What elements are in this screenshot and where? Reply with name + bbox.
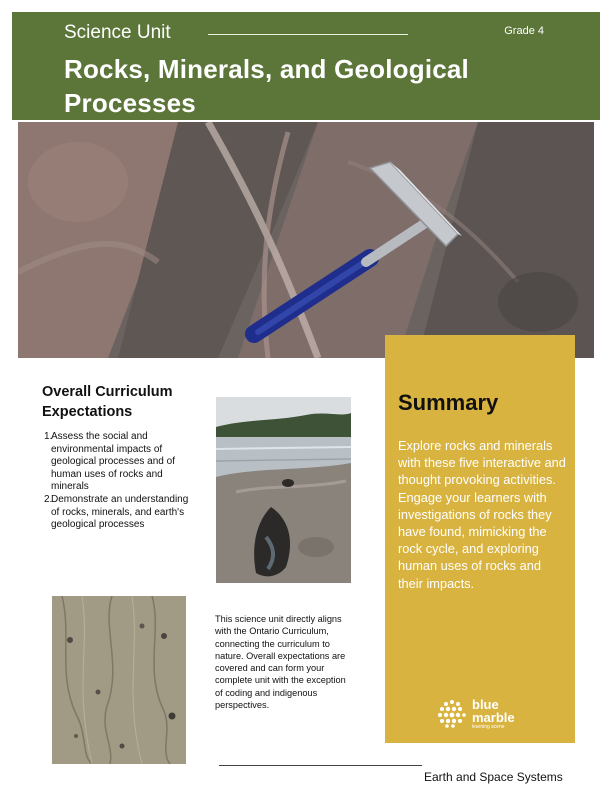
blue-marble-logo bbox=[436, 698, 536, 732]
list-item-text: Assess the social and environmental impacts of geological processes and of human uses of rocks and minerals bbox=[51, 431, 175, 493]
grade-label: Grade 4 bbox=[504, 25, 544, 37]
dotted-globe-icon bbox=[436, 698, 468, 730]
sand-photo bbox=[52, 596, 186, 764]
footer-text: Earth and Space Systems bbox=[424, 770, 563, 784]
summary-text: Explore rocks and minerals with these five interactive and thought provoking activities. Engage your learners with investigations of rocks they have found, mimicking the rock cycle, and exploring human uses of rocks and their impacts. bbox=[398, 438, 566, 591]
summary-box bbox=[385, 335, 575, 743]
logo-text bbox=[472, 698, 536, 731]
list-item-number: 1. bbox=[44, 431, 53, 442]
lake-rock-photo bbox=[216, 397, 351, 583]
header-banner bbox=[12, 12, 600, 120]
summary-title: Summary bbox=[398, 390, 499, 415]
list-item bbox=[44, 431, 194, 494]
sand-ripples-illustration bbox=[52, 596, 186, 764]
expectations-title: Overall Curriculum Expectations bbox=[42, 384, 173, 420]
rock-hammer-illustration bbox=[18, 122, 594, 358]
hero-image bbox=[18, 122, 594, 358]
alignment-text: This science unit directly aligns with the Ontario Curriculum, connecting the curriculum to nature. Overall expectations are covered and can form your complete unit with the exception of coding and indigenous perspectives. bbox=[215, 614, 346, 711]
list-item-number: 2. bbox=[44, 493, 53, 505]
header-divider bbox=[208, 34, 408, 35]
logo-tagline: learning scene bbox=[472, 724, 505, 730]
list-item-text: Demonstrate an understanding of rocks, minerals, and earth's geological processes bbox=[51, 493, 189, 531]
footer-divider bbox=[219, 765, 422, 766]
expectations-list bbox=[44, 431, 194, 532]
logo-name: blue marble bbox=[472, 697, 515, 725]
lake-rock-illustration bbox=[216, 397, 351, 583]
unit-label: Science Unit bbox=[64, 22, 171, 43]
list-item bbox=[44, 494, 194, 532]
page-title: Rocks, Minerals, and Geological Processes bbox=[64, 54, 469, 118]
